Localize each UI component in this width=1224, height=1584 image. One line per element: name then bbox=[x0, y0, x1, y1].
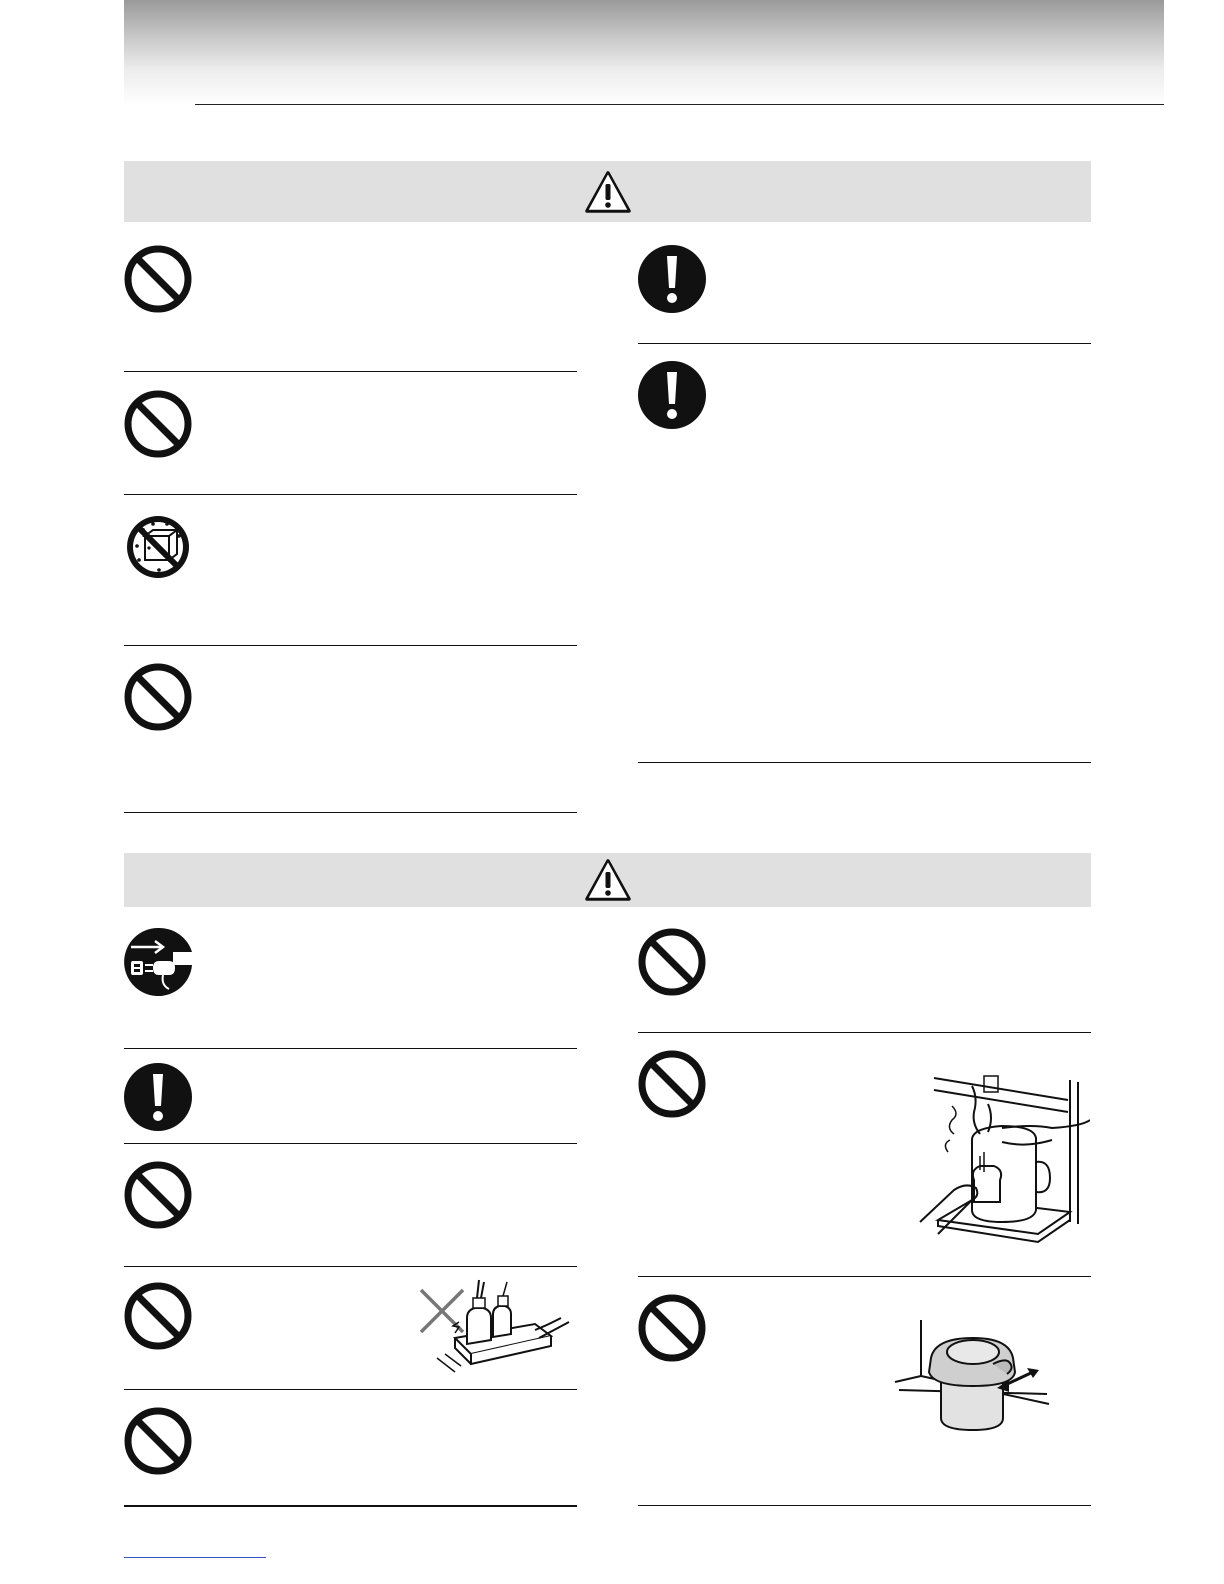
pot-against-wall-illustration bbox=[893, 1318, 1055, 1436]
prohibition-icon bbox=[637, 1049, 707, 1119]
mandatory-action-icon bbox=[637, 360, 707, 430]
prohibition-icon bbox=[123, 662, 193, 732]
item-divider bbox=[124, 645, 577, 646]
caution-section-bar bbox=[124, 853, 1091, 907]
steam-cabinet-illustration bbox=[918, 1072, 1090, 1247]
item-divider bbox=[638, 1032, 1091, 1033]
prohibition-icon bbox=[123, 244, 193, 314]
header-rule bbox=[195, 104, 1164, 105]
warning-section-bar bbox=[124, 161, 1091, 222]
item-divider bbox=[124, 1048, 577, 1049]
item-divider bbox=[638, 343, 1091, 344]
item-divider bbox=[638, 1505, 1091, 1506]
unplug-icon bbox=[123, 927, 193, 997]
item-divider bbox=[124, 1266, 577, 1267]
item-divider bbox=[124, 1143, 577, 1144]
item-divider bbox=[124, 1389, 577, 1390]
prohibition-icon bbox=[123, 1406, 193, 1476]
item-divider bbox=[124, 812, 577, 813]
mandatory-action-icon bbox=[123, 1062, 193, 1132]
page-header-band bbox=[124, 0, 1164, 106]
item-divider bbox=[638, 762, 1091, 763]
mandatory-action-icon bbox=[637, 244, 707, 314]
prohibition-icon bbox=[123, 1160, 193, 1230]
prohibition-icon bbox=[637, 1293, 707, 1363]
item-divider bbox=[638, 1276, 1091, 1277]
caution-triangle-icon bbox=[584, 858, 632, 902]
item-divider bbox=[124, 494, 577, 495]
prohibition-icon bbox=[123, 1281, 193, 1351]
prohibition-icon bbox=[123, 389, 193, 459]
footer-link-underline[interactable] bbox=[124, 1557, 266, 1558]
no-water-contact-icon bbox=[123, 512, 193, 582]
item-divider bbox=[124, 1505, 577, 1507]
item-divider bbox=[124, 371, 577, 372]
prohibition-icon bbox=[637, 927, 707, 997]
power-strip-illustration bbox=[415, 1278, 577, 1373]
warning-triangle-icon bbox=[584, 170, 632, 214]
